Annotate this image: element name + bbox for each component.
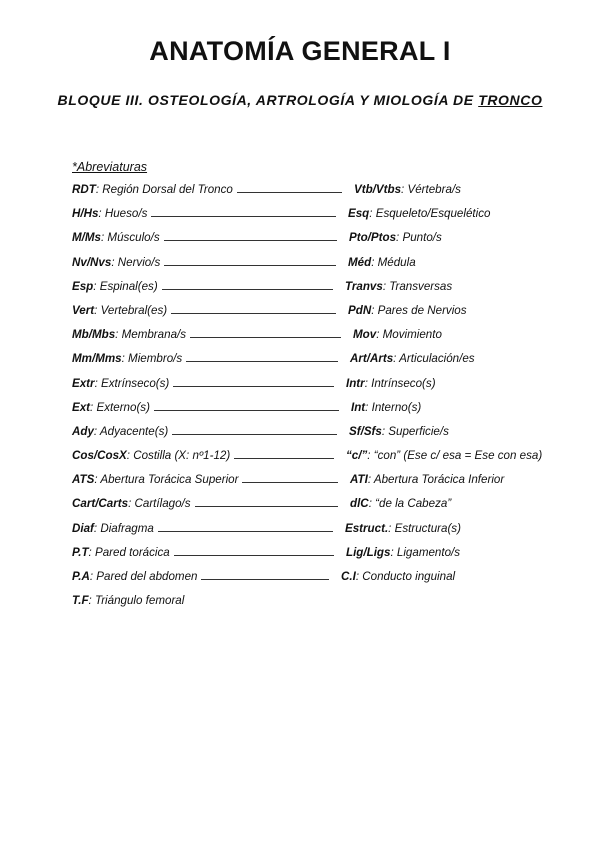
left-entry — [72, 570, 332, 583]
abbreviation-definition: : Miembro/s — [121, 352, 183, 366]
abbreviation-definition: : Adyacente(s) — [93, 424, 169, 438]
document-subtitle — [0, 92, 600, 108]
left-entry — [72, 280, 336, 293]
abbreviation-definition: : Articulación/es — [393, 352, 475, 366]
abbreviation-definition: : Vertebral(es) — [94, 303, 168, 317]
abbreviation-definition: : Membrana/s — [115, 328, 187, 342]
right-entry — [346, 377, 436, 390]
abbreviation-term: Pto/Ptos — [349, 231, 397, 245]
abbreviation-definition: : Extrínseco(s) — [94, 376, 170, 390]
abbreviation-term: Esp — [72, 279, 94, 293]
abbreviation-row — [72, 280, 572, 304]
right-entry — [349, 425, 449, 438]
left-entry — [72, 401, 342, 414]
right-entry — [353, 328, 442, 341]
abbreviation-term: M/Ms — [72, 231, 101, 245]
abbreviations-list — [72, 183, 572, 618]
dash-separator — [173, 386, 334, 387]
abbreviation-definition: : Estructura(s) — [388, 521, 461, 535]
right-entry — [346, 546, 460, 559]
dash-separator — [151, 216, 336, 217]
abbreviation-term: Mov — [353, 328, 377, 342]
abbreviation-definition: : Hueso/s — [98, 207, 148, 221]
left-entry — [72, 377, 337, 390]
abbreviation-term: Extr — [72, 376, 95, 390]
abbreviation-term: Lig/Ligs — [346, 545, 391, 559]
abbreviation-row — [72, 570, 572, 594]
abbreviation-row — [72, 256, 572, 280]
document-title: ANATOMÍA GENERAL I — [149, 36, 451, 66]
abbreviation-term: Intr — [346, 376, 365, 390]
abbreviation-row — [72, 231, 572, 255]
right-entry — [348, 256, 416, 269]
abbreviation-row — [72, 328, 572, 352]
left-entry — [72, 183, 345, 196]
right-entry — [350, 497, 451, 510]
abbreviation-term: PdN — [348, 303, 372, 317]
subtitle-prefix: BLOQUE III. OSTEOLOGÍA, ARTROLOGÍA Y MIOLOGÍA DE — [57, 92, 479, 108]
abbreviation-definition: : Pared torácica — [88, 545, 170, 559]
dash-separator — [164, 265, 336, 266]
left-entry — [72, 497, 341, 510]
abbreviation-term: P.A — [72, 570, 90, 583]
abbreviation-term: ATI — [350, 473, 368, 487]
left-entry — [72, 473, 341, 486]
abbreviation-row — [72, 522, 572, 546]
abbreviation-term: Vert — [72, 303, 95, 317]
abbreviation-term: P.T — [72, 545, 89, 559]
abbreviation-term: Vtb/Vtbs — [354, 183, 402, 196]
dash-separator — [195, 506, 338, 507]
abbreviation-definition: : Ligamento/s — [390, 545, 461, 559]
left-entry — [72, 304, 339, 317]
dash-separator — [154, 410, 339, 411]
abbreviation-definition: : Nervio/s — [111, 255, 161, 269]
abbreviation-row — [72, 594, 572, 618]
right-entry — [346, 449, 542, 462]
abbreviation-term: Ext — [72, 400, 91, 414]
left-entry — [72, 449, 337, 462]
abbreviation-definition: : Cartílago/s — [128, 497, 191, 511]
right-entry — [349, 231, 442, 244]
dash-separator — [190, 337, 341, 338]
abbreviation-row — [72, 473, 572, 497]
abbreviation-term: Art/Arts — [350, 352, 394, 366]
abbreviations-heading: *Abreviaturas — [72, 160, 148, 174]
abbreviation-term: Estruct. — [345, 521, 389, 535]
abbreviation-term: “c/” — [346, 449, 368, 463]
right-entry — [348, 304, 467, 317]
abbreviation-definition: : Médula — [371, 255, 416, 269]
abbreviation-definition: : Región Dorsal del Tronco — [95, 183, 233, 196]
abbreviation-definition: : Interno(s) — [365, 400, 422, 414]
abbreviation-definition: : “con” (Ese c/ esa = Ese con esa) — [367, 449, 543, 463]
abbreviation-term: H/Hs — [72, 207, 99, 221]
abbreviation-definition: : Abertura Torácica Superior — [94, 473, 239, 487]
left-entry — [72, 352, 341, 365]
abbreviation-definition: : Músculo/s — [100, 231, 160, 245]
dash-separator — [242, 482, 338, 483]
dash-separator — [237, 192, 342, 193]
abbreviation-term: Ady — [72, 424, 94, 438]
abbreviation-definition: : “de la Cabeza” — [368, 497, 452, 511]
abbreviation-term: Méd — [348, 255, 372, 269]
left-entry — [72, 594, 184, 607]
abbreviation-term: Sf/Sfs — [349, 424, 382, 438]
abbreviation-row — [72, 304, 572, 328]
dash-separator — [158, 531, 333, 532]
abbreviation-definition: : Pares de Nervios — [371, 303, 467, 317]
abbreviation-row — [72, 401, 572, 425]
abbreviation-term: Esq — [348, 207, 370, 221]
abbreviation-definition: : Costilla (X: nº1-12) — [126, 449, 231, 463]
left-entry — [72, 522, 336, 535]
dash-separator — [234, 458, 334, 459]
right-entry — [354, 183, 461, 196]
abbreviation-term: Nv/Nvs — [72, 255, 112, 269]
subtitle-underlined-word: TRONCO — [478, 92, 543, 108]
abbreviation-term: ATS — [72, 473, 95, 487]
abbreviation-definition: : Esqueleto/Esquelético — [369, 207, 491, 221]
abbreviation-definition: : Movimiento — [376, 328, 442, 342]
abbreviation-definition: : Externo(s) — [90, 400, 150, 414]
left-entry — [72, 207, 339, 220]
abbreviation-term: Cart/Carts — [72, 497, 129, 511]
abbreviation-definition: : Vértebra/s — [401, 183, 461, 196]
right-entry — [350, 473, 504, 486]
abbreviation-definition: : Transversas — [382, 279, 453, 293]
abbreviation-term: RDT — [72, 183, 96, 196]
abbreviation-term: Tranvs — [345, 279, 383, 293]
right-entry — [345, 522, 461, 535]
left-entry — [72, 231, 340, 244]
abbreviation-row — [72, 546, 572, 570]
left-entry — [72, 256, 339, 269]
abbreviation-term: Cos/CosX — [72, 449, 127, 463]
abbreviation-term: T.F — [72, 594, 89, 608]
abbreviation-row — [72, 449, 572, 473]
dash-separator — [164, 240, 337, 241]
left-entry — [72, 546, 337, 559]
abbreviation-row — [72, 497, 572, 521]
dash-separator — [174, 555, 334, 556]
right-entry — [350, 352, 475, 365]
dash-separator — [162, 289, 333, 290]
abbreviation-definition: : Punto/s — [396, 231, 442, 245]
abbreviation-definition: : Diafragma — [93, 521, 154, 535]
abbreviation-definition: : Superficie/s — [381, 424, 449, 438]
abbreviation-row — [72, 183, 572, 207]
right-entry — [345, 280, 452, 293]
abbreviation-term: C.I — [341, 570, 356, 583]
abbreviation-definition: : Intrínseco(s) — [364, 376, 436, 390]
abbreviation-row — [72, 352, 572, 376]
left-entry — [72, 328, 344, 341]
right-entry — [351, 401, 421, 414]
abbreviation-definition: : Conducto inguinal — [355, 570, 456, 583]
left-entry — [72, 425, 340, 438]
abbreviation-term: Mb/Mbs — [72, 328, 116, 342]
right-entry — [348, 207, 490, 220]
abbreviation-definition: : Pared del abdomen — [89, 570, 198, 583]
abbreviation-term: dlC — [350, 497, 369, 511]
abbreviation-definition: : Espinal(es) — [93, 279, 158, 293]
dash-separator — [171, 313, 336, 314]
dash-separator — [186, 361, 338, 362]
abbreviation-term: Int — [351, 400, 366, 414]
abbreviation-row — [72, 425, 572, 449]
abbreviation-definition: : Abertura Torácica Inferior — [367, 473, 505, 487]
abbreviation-term: Mm/Mms — [72, 352, 122, 366]
dash-separator — [172, 434, 337, 435]
abbreviation-definition: : Triángulo femoral — [88, 594, 185, 608]
abbreviation-term: Diaf — [72, 521, 94, 535]
dash-separator — [201, 579, 329, 580]
abbreviation-row — [72, 377, 572, 401]
right-entry — [341, 570, 455, 583]
abbreviation-row — [72, 207, 572, 231]
